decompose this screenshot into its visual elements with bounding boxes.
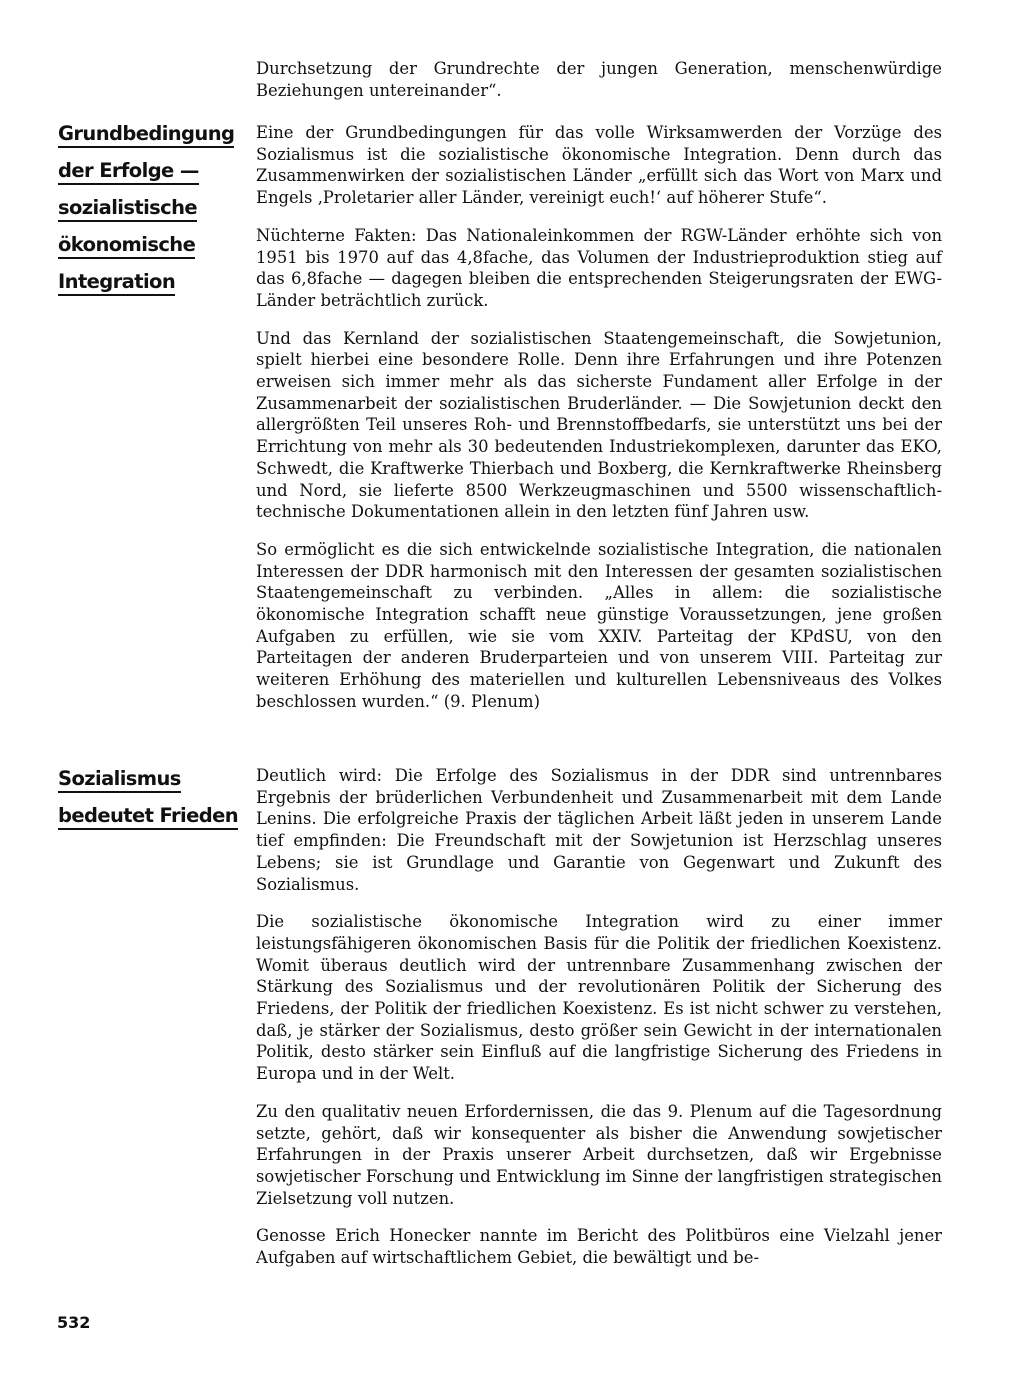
text-block-frieden: [256, 765, 942, 1285]
sidehead-line: bedeutet Frieden: [58, 803, 238, 830]
paragraph: Zu den qualitativ neuen Erfordernissen, die das 9. Plenum auf die Tagesordnung setzte, gehört, daß wir konsequenter als bisher die Anwendung sowjetischer Erfahrungen in der Praxis unserer Arbeit durchsetzen, daß wir Ergebnisse sowjetischer Forschung und Entwicklung im Sinne der langfristigen strategischen Zielsetzung voll nutzen.: [256, 1101, 942, 1208]
page-number: 532: [57, 1313, 91, 1332]
sidehead-grundbedingung: [58, 118, 235, 303]
text-block-intro: [256, 58, 942, 117]
paragraph: Durchsetzung der Grundrechte der jungen Generation, menschenwürdige Beziehungen untereinander“.: [256, 59, 942, 100]
paragraph: Deutlich wird: Die Erfolge des Sozialismus in der DDR sind untrennbares Ergebnis der brüderlichen Verbundenheit und Zusammenarbeit mit dem Lande Lenins. Die erfolgreiche Praxis der täglichen Arbeit läßt jeden in unserem Lande tief empfinden: Die Freundschaft mit der Sowjetunion ist Herzschlag unseres Lebens; sie ist Grundlage und Garantie von Gegenwart und Zukunft des Sozialismus.: [256, 766, 942, 894]
sidehead-line: ökonomische: [58, 232, 195, 259]
paragraph: Nüchterne Fakten: Das Nationaleinkommen der RGW-Länder erhöhte sich von 1951 bis 1970 auf das 4,8fache, das Volumen der Industrieproduktion stieg auf das 6,8fache — dagegen bleiben die entsprechenden Steigerungsraten der EWG-Länder beträchtlich zurück.: [256, 225, 942, 310]
sidehead-line: Sozialismus: [58, 766, 181, 793]
paragraph: So ermöglicht es die sich entwickelnde sozialistische Integration, die nationalen Interessen der DDR harmonisch mit den Interessen der gesamten sozialistischen Staatengemeinschaft zu verbinden. „Alles in allem: die sozialistische ökonomische Integration schafft neue günstige Voraussetzungen, jene großen Aufgaben zu erfüllen, wie sie vom XXIV. Parteitag der KPdSU, von den Parteitagen der anderen Bruderparteien und von unserem VIII. Parteitag zur weiteren Erhöhung des materiellen und kulturellen Lebensniveaus des Volkes beschlossen wurden.“ (9. Plenum): [256, 539, 942, 711]
paragraph: Eine der Grundbedingungen für das volle Wirksamwerden der Vorzüge des Sozialismus ist die sozialistische ökonomische Integration. Denn durch das Zusammenwirken der sozialistischen Länder „erfüllt sich das Wort von Marx und Engels ‚Proletarier aller Länder, vereinigt euch!‘ auf höherer Stufe“.: [256, 123, 942, 208]
paragraph: Genosse Erich Honecker nannte im Bericht des Politbüros eine Vielzahl jener Aufgaben auf wirtschaftlichem Gebiet, die bewältigt und be-: [256, 1226, 942, 1268]
text-block-integration: [256, 122, 942, 729]
sidehead-sozialismus: [58, 763, 238, 837]
sidehead-line: der Erfolge —: [58, 158, 199, 185]
paragraph: Und das Kernland der sozialistischen Staatengemeinschaft, die Sowjetunion, spielt hierbei eine besondere Rolle. Denn ihre Erfahrungen und ihre Potenzen erweisen sich immer mehr als das sicherste Fundament aller Erfolge in der Zusammenarbeit der sozialistischen Bruderländer. — Die Sowjetunion deckt den allergrößten Teil unseres Roh- und Brennstoffbedarfs, sie unterstützt uns bei der Errichtung von mehr als 30 bedeutenden Industriekomplexen, darunter das EKO, Schwedt, die Kraftwerke Thierbach und Boxberg, die Kernkraftwerke Rheinsberg und Nord, sie lieferte 8500 Werkzeugmaschinen und 5500 wissenschaftlich-technische Dokumentationen allein in den letzten fünf Jahren usw.: [256, 328, 942, 522]
sidehead-line: Integration: [58, 269, 175, 296]
sidehead-line: sozialistische: [58, 195, 197, 222]
sidehead-line: Grundbedingung: [58, 121, 234, 148]
paragraph: Die sozialistische ökonomische Integration wird zu einer immer leistungsfähigeren ökonomischen Basis für die Politik der friedlichen Koexistenz. Womit überaus deutlich wird der untrennbare Zusammenhang zwischen der Stärkung des Sozialismus und der revolutionären Politik der Sicherung des Friedens, der Politik der friedlichen Koexistenz. Es ist nicht schwer zu verstehen, daß, je stärker der Sozialismus, desto größer sein Gewicht in der internationalen Politik, desto stärker sein Einfluß auf die langfristige Sicherung des Friedens in Europa und in der Welt.: [256, 912, 942, 1084]
